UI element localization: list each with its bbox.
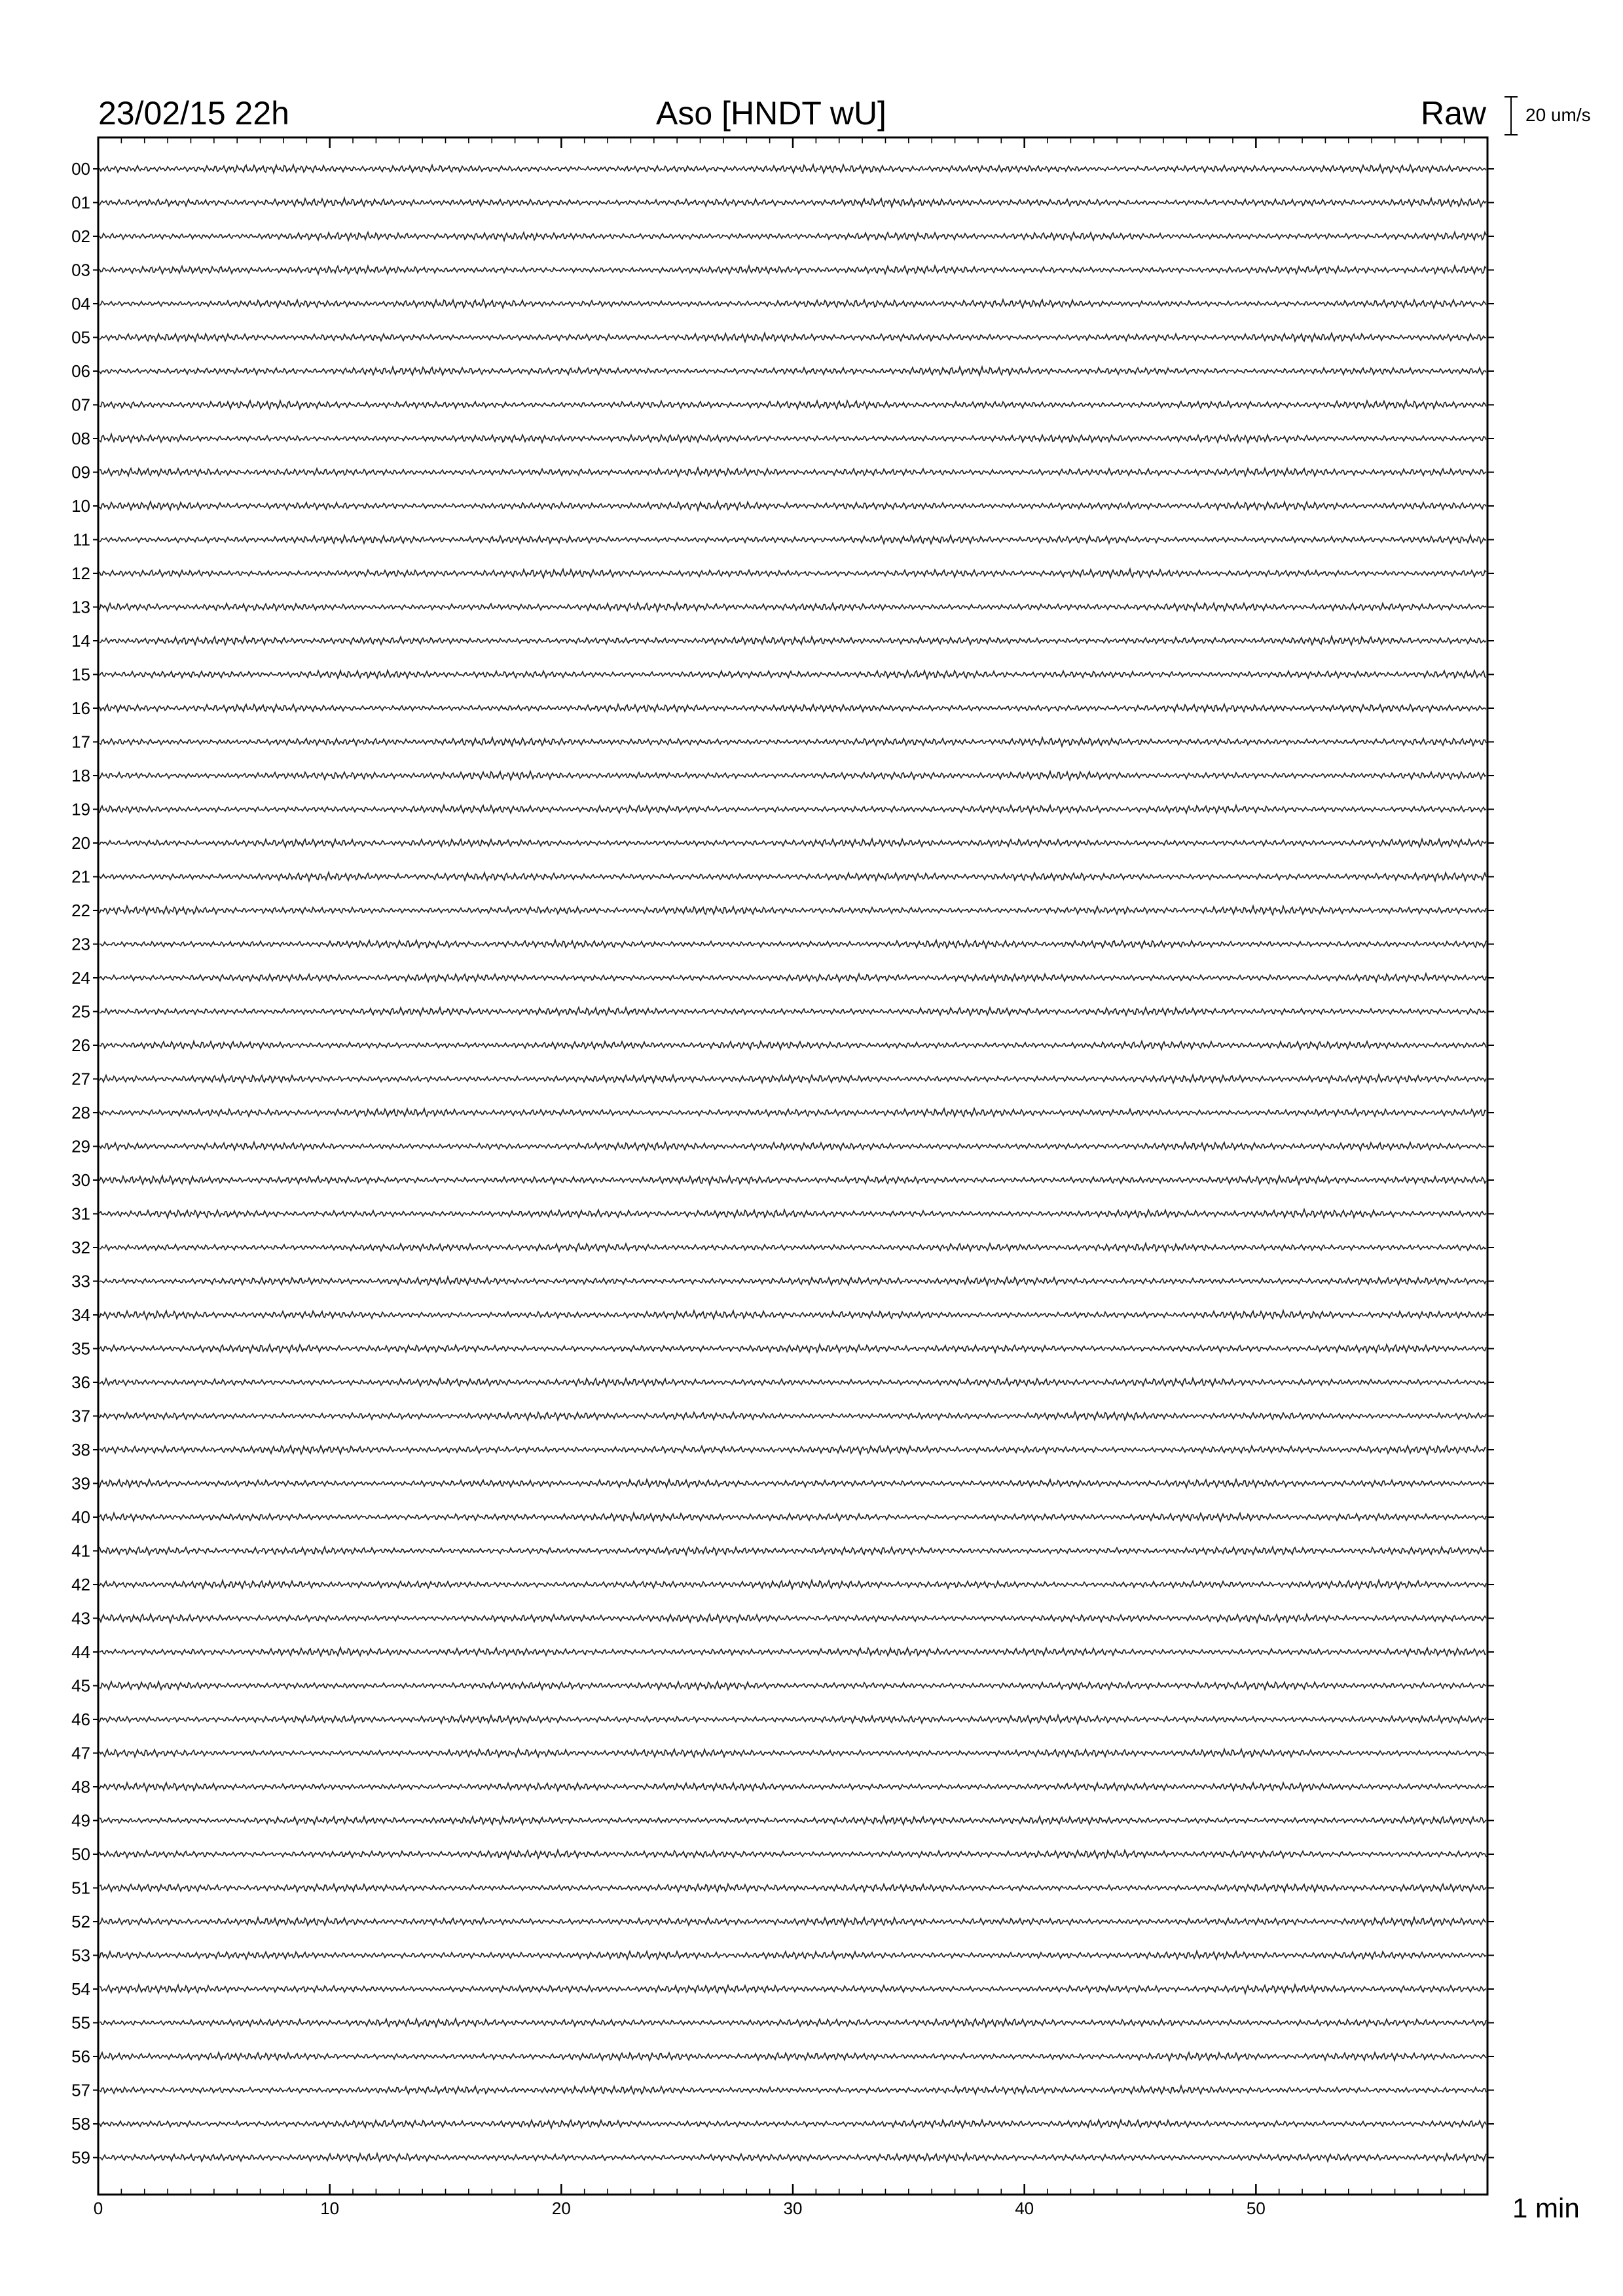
trace-row xyxy=(100,333,1486,342)
trace-row xyxy=(100,535,1486,544)
trace-row xyxy=(100,738,1486,746)
row-label: 45 xyxy=(71,1676,90,1696)
row-label: 44 xyxy=(71,1642,90,1662)
trace-row xyxy=(100,1547,1486,1555)
row-label: 47 xyxy=(71,1743,90,1763)
row-label: 58 xyxy=(71,2114,90,2134)
trace-row xyxy=(100,1850,1486,1859)
trace-row xyxy=(100,1210,1486,1218)
row-label: 10 xyxy=(71,496,90,516)
row-label: 06 xyxy=(71,361,90,381)
row-label: 42 xyxy=(71,1575,90,1594)
trace-row xyxy=(100,2018,1486,2027)
trace-row xyxy=(100,1681,1486,1689)
trace-row xyxy=(100,1244,1486,1252)
row-label: 59 xyxy=(71,2147,90,2168)
row-labels-group xyxy=(71,159,1494,2168)
trace-row xyxy=(100,1479,1486,1487)
row-label: 11 xyxy=(73,529,90,550)
trace-row xyxy=(100,501,1486,511)
trace-row xyxy=(100,468,1486,476)
traces-group xyxy=(100,165,1486,2162)
row-label: 52 xyxy=(71,1912,90,1931)
trace-row xyxy=(100,704,1486,712)
row-label: 17 xyxy=(71,732,90,752)
row-label: 15 xyxy=(71,664,90,685)
trace-row xyxy=(100,772,1486,780)
trace-row xyxy=(100,1984,1486,1993)
row-label: 38 xyxy=(71,1440,90,1460)
row-label: 03 xyxy=(71,260,90,280)
row-label: 54 xyxy=(71,1979,90,1999)
trace-row xyxy=(100,1647,1486,1656)
row-label: 25 xyxy=(71,1001,90,1022)
trace-row xyxy=(100,1884,1486,1892)
trace-row xyxy=(100,1412,1486,1420)
row-label: 51 xyxy=(71,1878,90,1898)
station-title: Aso [HNDT wU] xyxy=(656,95,886,132)
trace-row xyxy=(100,1310,1486,1319)
trace-row xyxy=(100,1277,1486,1285)
trace-row xyxy=(100,906,1486,914)
trace-row xyxy=(100,569,1486,577)
trace-row xyxy=(100,266,1486,274)
x-tick-label: 20 xyxy=(551,2198,571,2218)
trace-row xyxy=(100,1109,1486,1117)
row-label: 21 xyxy=(71,867,90,887)
row-label: 12 xyxy=(71,564,90,583)
row-label: 16 xyxy=(71,698,90,718)
trace-row xyxy=(100,2153,1486,2162)
trace-row xyxy=(100,1783,1486,1791)
row-label: 23 xyxy=(71,934,90,954)
trace-row xyxy=(100,805,1486,814)
row-label: 37 xyxy=(71,1406,90,1426)
row-label: 08 xyxy=(71,429,90,448)
trace-row xyxy=(100,232,1486,241)
row-label: 43 xyxy=(71,1608,90,1628)
row-label: 40 xyxy=(71,1507,90,1527)
row-label: 29 xyxy=(71,1136,90,1157)
trace-row xyxy=(100,1715,1486,1723)
row-label: 19 xyxy=(71,799,90,819)
row-label: 27 xyxy=(71,1069,90,1089)
row-label: 26 xyxy=(71,1035,90,1055)
row-label: 50 xyxy=(71,1844,90,1864)
x-tick-label: 30 xyxy=(783,2198,803,2218)
scale-bar xyxy=(1504,97,1591,135)
trace-row xyxy=(100,1344,1486,1353)
row-label: 36 xyxy=(71,1372,90,1392)
x-axis-label: 1 min xyxy=(1512,2193,1580,2223)
row-label: 22 xyxy=(71,901,90,920)
row-label: 56 xyxy=(71,2047,90,2066)
trace-row xyxy=(100,1446,1486,1454)
row-label: 57 xyxy=(71,2080,90,2100)
row-label: 07 xyxy=(71,395,90,415)
row-label: 41 xyxy=(71,1541,90,1561)
trace-row xyxy=(100,603,1486,611)
trace-row xyxy=(100,1614,1486,1623)
trace-row xyxy=(100,434,1486,442)
row-label: 05 xyxy=(71,327,90,348)
x-tick-label: 50 xyxy=(1246,2198,1266,2218)
x-tick-label: 0 xyxy=(93,2198,103,2218)
row-label: 34 xyxy=(71,1305,90,1325)
row-label: 39 xyxy=(71,1473,90,1494)
row-label: 53 xyxy=(71,1945,90,1965)
row-label: 35 xyxy=(71,1338,90,1359)
trace-row xyxy=(100,1951,1486,1960)
trace-row xyxy=(100,1378,1486,1386)
trace-row xyxy=(100,300,1486,308)
x-tick-label: 40 xyxy=(1015,2198,1034,2218)
scale-label: 20 um/s xyxy=(1525,105,1591,125)
row-label: 01 xyxy=(71,192,90,213)
trace-row xyxy=(100,1075,1486,1083)
row-label: 48 xyxy=(71,1777,90,1797)
trace-row xyxy=(100,670,1486,679)
row-label: 24 xyxy=(71,968,90,988)
trace-row xyxy=(100,1007,1486,1016)
trace-row xyxy=(100,1918,1486,1926)
trace-row xyxy=(100,198,1486,207)
row-label: 31 xyxy=(71,1204,90,1224)
row-label: 02 xyxy=(71,226,90,246)
row-label: 49 xyxy=(71,1810,90,1831)
trace-row xyxy=(100,2120,1486,2128)
row-label: 32 xyxy=(71,1238,90,1257)
trace-row xyxy=(100,2086,1486,2094)
trace-row xyxy=(100,2053,1486,2061)
row-label: 33 xyxy=(71,1271,90,1291)
trace-row xyxy=(100,367,1486,376)
mode-label: Raw xyxy=(1420,95,1486,132)
row-label: 13 xyxy=(71,597,90,617)
trace-row xyxy=(100,1041,1486,1050)
row-label: 09 xyxy=(71,462,90,482)
trace-row xyxy=(100,401,1486,409)
row-label: 30 xyxy=(71,1170,90,1190)
trace-row xyxy=(100,165,1486,173)
trace-row xyxy=(100,974,1486,982)
trace-row xyxy=(100,1580,1486,1588)
trace-row xyxy=(100,839,1486,848)
trace-row xyxy=(100,1749,1486,1757)
datetime-label: 23/02/15 22h xyxy=(98,95,289,132)
x-tick-label: 10 xyxy=(320,2198,340,2218)
trace-row xyxy=(100,1176,1486,1185)
trace-row xyxy=(100,1142,1486,1151)
trace-row xyxy=(100,940,1486,948)
trace-row xyxy=(100,1513,1486,1522)
row-label: 14 xyxy=(71,631,90,651)
row-label: 46 xyxy=(71,1710,90,1729)
trace-row xyxy=(100,1816,1486,1825)
row-label: 55 xyxy=(71,2013,90,2033)
row-label: 20 xyxy=(71,833,90,853)
row-label: 18 xyxy=(71,766,90,785)
trace-row xyxy=(100,872,1486,881)
row-label: 04 xyxy=(71,294,90,314)
row-label: 00 xyxy=(71,159,90,179)
row-label: 28 xyxy=(71,1103,90,1122)
trace-row xyxy=(100,636,1486,645)
